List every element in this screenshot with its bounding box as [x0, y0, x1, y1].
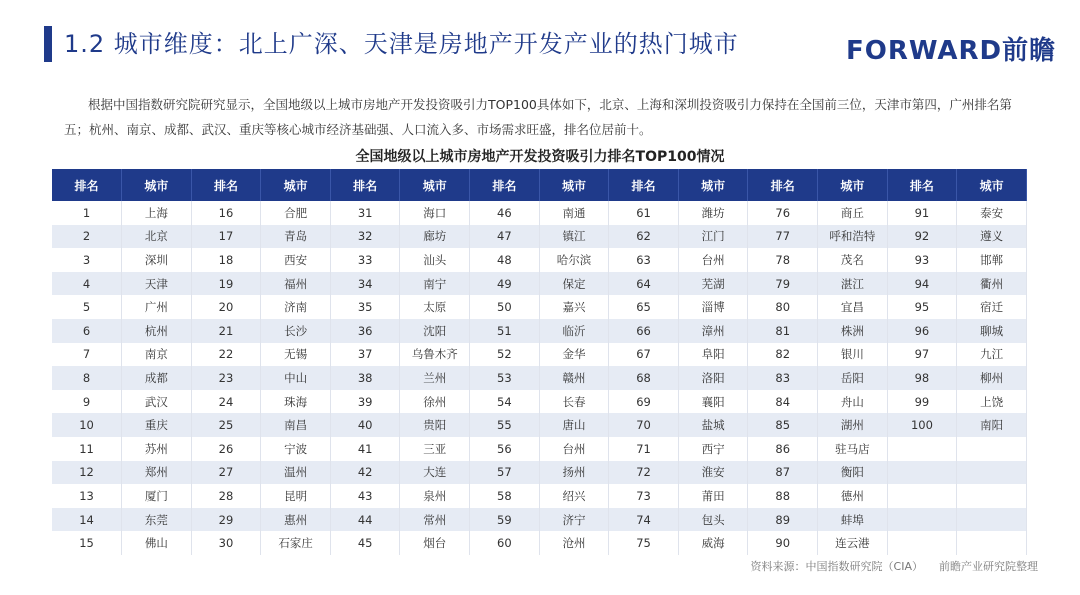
city-cell: 西安 [261, 248, 331, 272]
rank-cell: 33 [330, 248, 400, 272]
city-cell: 惠州 [261, 508, 331, 532]
rank-cell: 55 [470, 413, 540, 437]
table-row [52, 484, 1027, 508]
rank-cell: 44 [330, 508, 400, 532]
city-cell [957, 461, 1027, 485]
rank-cell: 10 [52, 413, 122, 437]
city-cell: 保定 [539, 272, 609, 296]
column-header-rank: 排名 [191, 169, 261, 201]
table-row [52, 295, 1027, 319]
rank-cell: 87 [748, 461, 818, 485]
rank-cell: 31 [330, 201, 400, 225]
city-cell: 金华 [539, 343, 609, 367]
city-cell: 岳阳 [818, 366, 888, 390]
city-cell: 杭州 [122, 319, 192, 343]
rank-cell: 45 [330, 531, 400, 555]
source-note [751, 558, 1038, 574]
rank-cell: 28 [191, 484, 261, 508]
city-cell: 沧州 [539, 531, 609, 555]
table-row [52, 366, 1027, 390]
city-cell: 上饶 [957, 390, 1027, 414]
city-cell: 徐州 [400, 390, 470, 414]
rank-cell: 13 [52, 484, 122, 508]
source-text: 资料来源：中国指数研究院（CIA） [750, 560, 923, 573]
city-cell: 扬州 [539, 461, 609, 485]
city-cell [957, 508, 1027, 532]
rank-cell: 6 [52, 319, 122, 343]
city-cell: 福州 [261, 272, 331, 296]
rank-cell: 25 [191, 413, 261, 437]
rank-cell: 66 [609, 319, 679, 343]
rank-cell: 48 [470, 248, 540, 272]
city-cell: 江门 [678, 225, 748, 249]
rank-cell: 73 [609, 484, 679, 508]
rank-cell: 16 [191, 201, 261, 225]
compiler-text: 前瞻产业研究院整理 [939, 560, 1038, 573]
rank-cell: 82 [748, 343, 818, 367]
city-cell: 唐山 [539, 413, 609, 437]
column-header-rank: 排名 [330, 169, 400, 201]
city-cell: 芜湖 [678, 272, 748, 296]
rank-cell: 20 [191, 295, 261, 319]
rank-cell: 88 [748, 484, 818, 508]
city-cell: 淮安 [678, 461, 748, 485]
rank-cell: 34 [330, 272, 400, 296]
rank-cell: 8 [52, 366, 122, 390]
city-cell: 广州 [122, 295, 192, 319]
city-cell: 长沙 [261, 319, 331, 343]
rank-cell: 67 [609, 343, 679, 367]
table-row [52, 413, 1027, 437]
city-cell: 乌鲁木齐 [400, 343, 470, 367]
table-row [52, 248, 1027, 272]
city-cell: 莆田 [678, 484, 748, 508]
city-cell: 济南 [261, 295, 331, 319]
table-row [52, 461, 1027, 485]
rank-cell: 68 [609, 366, 679, 390]
city-cell: 呼和浩特 [818, 225, 888, 249]
city-cell: 泰安 [957, 201, 1027, 225]
rank-cell [887, 508, 957, 532]
rank-cell: 5 [52, 295, 122, 319]
city-cell: 包头 [678, 508, 748, 532]
city-cell: 昆明 [261, 484, 331, 508]
rank-cell: 2 [52, 225, 122, 249]
city-cell: 太原 [400, 295, 470, 319]
city-cell: 襄阳 [678, 390, 748, 414]
rank-cell: 58 [470, 484, 540, 508]
rank-cell [887, 484, 957, 508]
rank-cell: 12 [52, 461, 122, 485]
column-header-city: 城市 [400, 169, 470, 201]
city-cell: 无锡 [261, 343, 331, 367]
rank-cell: 19 [191, 272, 261, 296]
city-cell [957, 437, 1027, 461]
rank-cell: 18 [191, 248, 261, 272]
city-cell: 常州 [400, 508, 470, 532]
city-cell: 烟台 [400, 531, 470, 555]
rank-cell: 7 [52, 343, 122, 367]
city-cell: 银川 [818, 343, 888, 367]
rank-cell: 69 [609, 390, 679, 414]
city-cell: 邯郸 [957, 248, 1027, 272]
rank-cell: 78 [748, 248, 818, 272]
city-cell: 德州 [818, 484, 888, 508]
rank-cell: 3 [52, 248, 122, 272]
table-row [52, 201, 1027, 225]
table-row [52, 319, 1027, 343]
rank-cell: 26 [191, 437, 261, 461]
column-header-city: 城市 [261, 169, 331, 201]
rank-cell: 1 [52, 201, 122, 225]
city-cell: 洛阳 [678, 366, 748, 390]
rank-cell: 95 [887, 295, 957, 319]
city-cell: 宁波 [261, 437, 331, 461]
city-cell: 湖州 [818, 413, 888, 437]
city-cell: 宜昌 [818, 295, 888, 319]
rank-cell: 77 [748, 225, 818, 249]
rank-cell: 75 [609, 531, 679, 555]
table-title: 全国地级以上城市房地产开发投资吸引力排名TOP100情况 [355, 149, 725, 165]
city-cell: 南阳 [957, 413, 1027, 437]
city-cell: 长春 [539, 390, 609, 414]
rank-cell: 86 [748, 437, 818, 461]
rank-cell: 46 [470, 201, 540, 225]
city-cell: 南京 [122, 343, 192, 367]
city-cell: 湛江 [818, 272, 888, 296]
rank-cell: 51 [470, 319, 540, 343]
city-cell: 郑州 [122, 461, 192, 485]
city-cell: 佛山 [122, 531, 192, 555]
city-cell: 厦门 [122, 484, 192, 508]
city-cell: 临沂 [539, 319, 609, 343]
column-header-rank: 排名 [470, 169, 540, 201]
rank-cell: 23 [191, 366, 261, 390]
city-cell: 赣州 [539, 366, 609, 390]
rank-cell: 64 [609, 272, 679, 296]
column-header-city: 城市 [678, 169, 748, 201]
rank-cell: 56 [470, 437, 540, 461]
column-header-rank: 排名 [609, 169, 679, 201]
city-cell: 舟山 [818, 390, 888, 414]
city-cell: 南通 [539, 201, 609, 225]
rank-cell: 81 [748, 319, 818, 343]
city-cell: 茂名 [818, 248, 888, 272]
rank-cell: 53 [470, 366, 540, 390]
city-cell: 珠海 [261, 390, 331, 414]
city-cell: 北京 [122, 225, 192, 249]
city-cell: 成都 [122, 366, 192, 390]
rank-cell: 84 [748, 390, 818, 414]
city-cell: 苏州 [122, 437, 192, 461]
forward-logo: FORWARD前瞻 [846, 36, 1057, 66]
city-cell: 台州 [678, 248, 748, 272]
rank-cell: 42 [330, 461, 400, 485]
column-header-city: 城市 [539, 169, 609, 201]
rank-cell: 24 [191, 390, 261, 414]
city-cell: 蚌埠 [818, 508, 888, 532]
rank-cell: 62 [609, 225, 679, 249]
city-cell: 盐城 [678, 413, 748, 437]
rank-cell: 91 [887, 201, 957, 225]
rank-cell: 74 [609, 508, 679, 532]
rank-cell: 93 [887, 248, 957, 272]
city-cell: 阜阳 [678, 343, 748, 367]
rank-cell: 14 [52, 508, 122, 532]
rank-cell: 70 [609, 413, 679, 437]
city-cell: 遵义 [957, 225, 1027, 249]
city-cell: 衡阳 [818, 461, 888, 485]
table-row [52, 508, 1027, 532]
city-cell [957, 484, 1027, 508]
rank-cell: 21 [191, 319, 261, 343]
rank-cell: 27 [191, 461, 261, 485]
city-cell: 宿迁 [957, 295, 1027, 319]
city-cell: 聊城 [957, 319, 1027, 343]
rank-cell: 32 [330, 225, 400, 249]
rank-cell: 40 [330, 413, 400, 437]
rank-cell: 72 [609, 461, 679, 485]
rank-cell: 60 [470, 531, 540, 555]
rank-cell: 94 [887, 272, 957, 296]
column-header-city: 城市 [818, 169, 888, 201]
rank-cell: 11 [52, 437, 122, 461]
rank-cell: 96 [887, 319, 957, 343]
city-cell: 三亚 [400, 437, 470, 461]
rank-cell: 90 [748, 531, 818, 555]
column-header-rank: 排名 [887, 169, 957, 201]
rank-cell: 89 [748, 508, 818, 532]
rank-cell: 30 [191, 531, 261, 555]
rank-cell: 4 [52, 272, 122, 296]
city-cell: 沈阳 [400, 319, 470, 343]
rank-cell: 71 [609, 437, 679, 461]
city-cell: 商丘 [818, 201, 888, 225]
city-cell: 廊坊 [400, 225, 470, 249]
city-cell: 柳州 [957, 366, 1027, 390]
table-row [52, 390, 1027, 414]
city-cell [957, 531, 1027, 555]
city-cell: 大连 [400, 461, 470, 485]
city-cell: 贵阳 [400, 413, 470, 437]
city-cell: 嘉兴 [539, 295, 609, 319]
city-cell: 上海 [122, 201, 192, 225]
city-cell: 汕头 [400, 248, 470, 272]
rank-cell: 50 [470, 295, 540, 319]
rank-cell: 49 [470, 272, 540, 296]
rank-cell: 63 [609, 248, 679, 272]
rank-cell: 97 [887, 343, 957, 367]
city-cell: 天津 [122, 272, 192, 296]
city-cell: 镇江 [539, 225, 609, 249]
rank-cell: 39 [330, 390, 400, 414]
city-cell: 合肥 [261, 201, 331, 225]
city-cell: 株洲 [818, 319, 888, 343]
rank-cell: 79 [748, 272, 818, 296]
rank-cell: 57 [470, 461, 540, 485]
city-cell: 南宁 [400, 272, 470, 296]
city-cell: 重庆 [122, 413, 192, 437]
rank-cell [887, 461, 957, 485]
rank-cell: 61 [609, 201, 679, 225]
table-row [52, 272, 1027, 296]
city-cell: 兰州 [400, 366, 470, 390]
city-cell: 连云港 [818, 531, 888, 555]
city-cell: 潍坊 [678, 201, 748, 225]
table-body [52, 201, 1027, 555]
rank-cell: 98 [887, 366, 957, 390]
rank-cell: 100 [887, 413, 957, 437]
ranking-table [52, 169, 1027, 555]
city-cell: 武汉 [122, 390, 192, 414]
rank-cell: 22 [191, 343, 261, 367]
city-cell: 南昌 [261, 413, 331, 437]
rank-cell [887, 531, 957, 555]
rank-cell: 9 [52, 390, 122, 414]
city-cell: 海口 [400, 201, 470, 225]
city-cell: 济宁 [539, 508, 609, 532]
table-row [52, 531, 1027, 555]
intro-paragraph: 根据中国指数研究院研究显示，全国地级以上城市房地产开发投资吸引力TOP100具体如下，北京、上海和深圳投资吸引力保持在全国前三位，天津市第四，广州排名第五；杭州、南京、成都、武汉、重庆等核心城市经济基础强、人口流入多、市场需求旺盛，排名位居前十。 [64, 97, 1012, 137]
title-accent-bar [44, 26, 52, 62]
rank-cell: 92 [887, 225, 957, 249]
rank-cell: 65 [609, 295, 679, 319]
rank-cell: 76 [748, 201, 818, 225]
rank-cell: 35 [330, 295, 400, 319]
city-cell: 衢州 [957, 272, 1027, 296]
city-cell: 哈尔滨 [539, 248, 609, 272]
rank-cell: 59 [470, 508, 540, 532]
city-cell: 驻马店 [818, 437, 888, 461]
city-cell: 威海 [678, 531, 748, 555]
rank-cell: 36 [330, 319, 400, 343]
rank-cell: 83 [748, 366, 818, 390]
table-row [52, 343, 1027, 367]
page-title: 1.2 城市维度：北上广深、天津是房地产开发产业的热门城市 [64, 30, 739, 58]
rank-cell: 17 [191, 225, 261, 249]
rank-cell: 15 [52, 531, 122, 555]
column-header-rank: 排名 [52, 169, 122, 201]
rank-cell: 41 [330, 437, 400, 461]
rank-cell: 85 [748, 413, 818, 437]
city-cell: 台州 [539, 437, 609, 461]
city-cell: 泉州 [400, 484, 470, 508]
rank-cell: 43 [330, 484, 400, 508]
table-row [52, 225, 1027, 249]
table-row [52, 437, 1027, 461]
city-cell: 东莞 [122, 508, 192, 532]
rank-cell: 38 [330, 366, 400, 390]
city-cell: 西宁 [678, 437, 748, 461]
city-cell: 石家庄 [261, 531, 331, 555]
city-cell: 九江 [957, 343, 1027, 367]
rank-cell: 52 [470, 343, 540, 367]
rank-cell: 29 [191, 508, 261, 532]
rank-cell: 47 [470, 225, 540, 249]
city-cell: 漳州 [678, 319, 748, 343]
column-header-city: 城市 [957, 169, 1027, 201]
city-cell: 淄博 [678, 295, 748, 319]
column-header-city: 城市 [122, 169, 192, 201]
city-cell: 中山 [261, 366, 331, 390]
rank-cell: 54 [470, 390, 540, 414]
column-header-rank: 排名 [748, 169, 818, 201]
rank-cell: 99 [887, 390, 957, 414]
table-header-row [52, 169, 1027, 201]
rank-cell: 80 [748, 295, 818, 319]
city-cell: 绍兴 [539, 484, 609, 508]
city-cell: 深圳 [122, 248, 192, 272]
rank-cell [887, 437, 957, 461]
city-cell: 青岛 [261, 225, 331, 249]
rank-cell: 37 [330, 343, 400, 367]
city-cell: 温州 [261, 461, 331, 485]
